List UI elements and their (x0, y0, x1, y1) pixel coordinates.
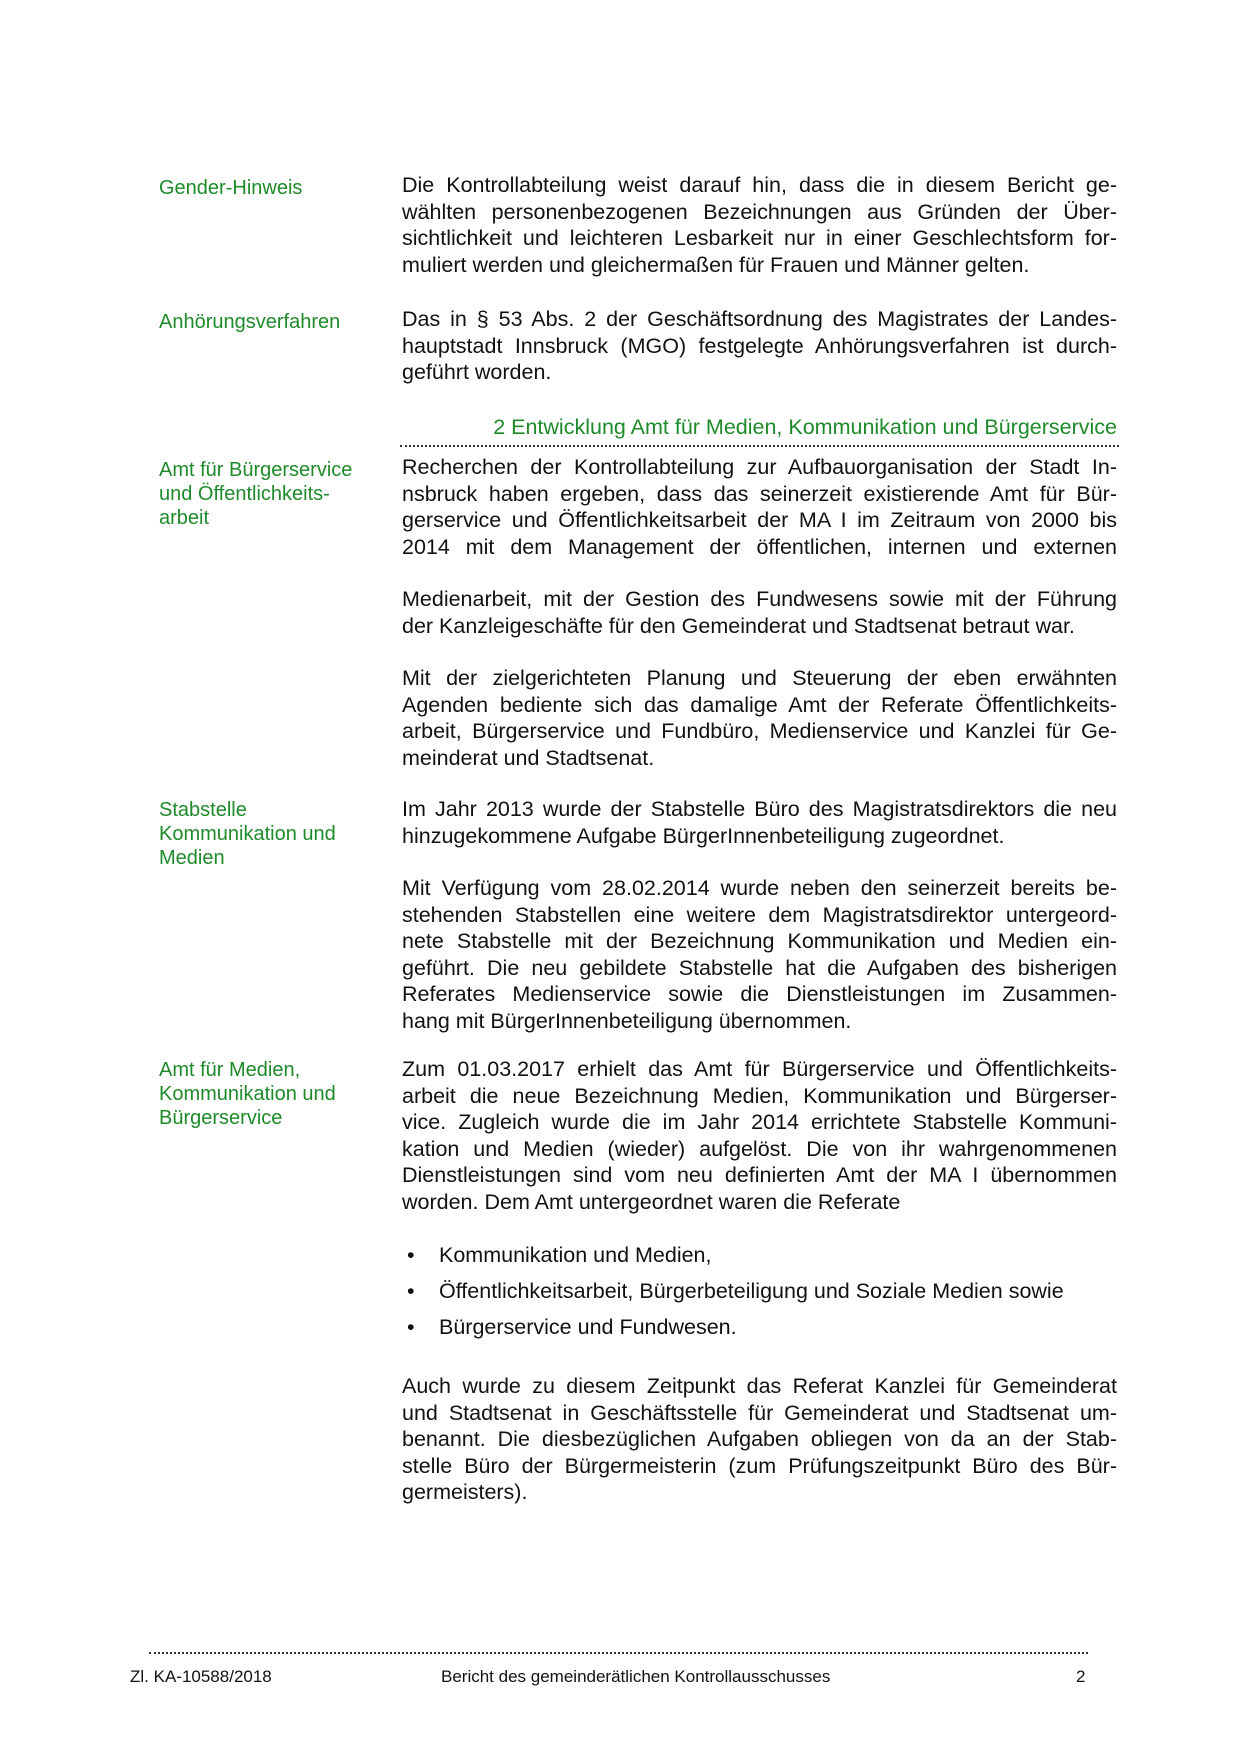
list-item: • Kommunikation und Medien, (407, 1243, 712, 1267)
section-heading: 2 Entwicklung Amt für Medien, Kommunikation und Bürgerservice (493, 415, 1117, 439)
paragraph-recherchen: Recherchen der Kontrollabteilung zur Aufbauorganisation der Stadt In- nsbruck haben ergeben, dass das seinerzeit existierende Amt für Bür- gerservice und Öffentlichkeitsarbeit der MA I im Zeitraum von 2000 bis 2014 mit dem Management der öffentlichen, internen und externen (402, 455, 1117, 559)
bullet-icon: • (407, 1279, 415, 1303)
footer-dotted-rule (149, 1652, 1088, 1654)
list-item: • Öffentlichkeitsarbeit, Bürgerbeteiligung und Soziale Medien sowie (407, 1279, 1064, 1303)
paragraph-planung: Mit der zielgerichteten Planung und Steuerung der eben erwähnten Agenden bediente sich das damalige Amt der Referate Öffentlichkeits- arbeit, Bürgerservice und Fundbüro, Medienservice und Kanzlei für Ge- meinderat und Stadtsenat. (402, 666, 1117, 770)
paragraph-zum-2017: Zum 01.03.2017 erhielt das Amt für Bürgerservice und Öffentlichkeits- arbeit die neue Bezeichnung Medien, Kommunikation und Bürgerser- vice. Zugleich wurde die im Jahr 2014 errichtete Stabstelle Kommuni- kation und Medien (wieder) aufgelöst. Die von ihr wahrgenommenen Dienstleistungen sind vom neu definierten Amt der MA I übernommen worden. Dem Amt untergeordnet waren die Referate (402, 1057, 1117, 1214)
margin-label-anhoerungsverfahren: Anhörungsverfahren (159, 311, 341, 333)
footer-title: Bericht des gemeinderätlichen Kontrollausschusses (441, 1667, 831, 1686)
paragraph-verfuegung-2014: Mit Verfügung vom 28.02.2014 wurde neben den seinerzeit bereits be- stehenden Stabstellen eine weitere dem Magistratsdirektor untergeord- nete Stabstelle mit der Bezeichnung Kommunikation und Medien ein- geführt. Die neu gebildete Stabstelle hat die Aufgaben des bisherigen Referates Medienservice sowie die Dienstleistungen im Zusammen- hang mit BürgerInnenbeteiligung übernommen. (402, 876, 1117, 1033)
paragraph-jahr-2013: Im Jahr 2013 wurde der Stabstelle Büro des Magistratsdirektors die neu hinzugekommene Aufgabe BürgerInnenbeteiligung zugeordnet. (402, 797, 1117, 848)
page-number: 2 (1076, 1667, 1086, 1686)
margin-label-stabstelle: Stabstelle Kommunikation und Medien (159, 799, 336, 869)
heading-dotted-rule (400, 445, 1119, 447)
paragraph-kanzlei: Auch wurde zu diesem Zeitpunkt das Referat Kanzlei für Gemeinderat und Stadtsenat in Geschäftsstelle für Gemeinderat und Stadtsenat um- benannt. Die diesbezüglichen Aufgaben obliegen von da an der Stab- stelle Büro der Bürgermeisterin (zum Prüfungszeitpunkt Büro des Bür- germeisters). (402, 1374, 1117, 1504)
list-item: • Bürgerservice und Fundwesen. (407, 1315, 737, 1339)
bullet-icon: • (407, 1243, 415, 1267)
paragraph-medienarbeit: Medienarbeit, mit der Gestion des Fundwesens sowie mit der Führung der Kanzleigeschäfte für den Gemeinderat und Stadtsenat betraut war. (402, 587, 1117, 638)
footer-reference: Zl. KA-10588/2018 (130, 1667, 272, 1686)
paragraph-anhoerungsverfahren: Das in § 53 Abs. 2 der Geschäftsordnung des Magistrates der Landes- hauptstadt Innsbruck (MGO) festgelegte Anhörungsverfahren ist durch- geführt worden. (402, 307, 1117, 384)
margin-label-amt-buergerservice: Amt für Bürgerservice und Öffentlichkeits- arbeit (159, 459, 353, 529)
paragraph-gender-hinweis: Die Kontrollabteilung weist darauf hin, dass die in diesem Bericht ge- wählten personenbezogenen Bezeichnungen aus Gründen der Über- sichtlichkeit und leichteren Lesbarkeit nur in einer Geschlechtsform for- muliert werden und gleichermaßen für Frauen und Männer gelten. (402, 173, 1117, 277)
margin-label-amt-medien: Amt für Medien, Kommunikation und Bürgerservice (159, 1059, 336, 1129)
margin-label-gender-hinweis: Gender-Hinweis (159, 177, 303, 199)
referate-list (402, 1242, 1117, 1350)
bullet-icon: • (407, 1315, 415, 1339)
